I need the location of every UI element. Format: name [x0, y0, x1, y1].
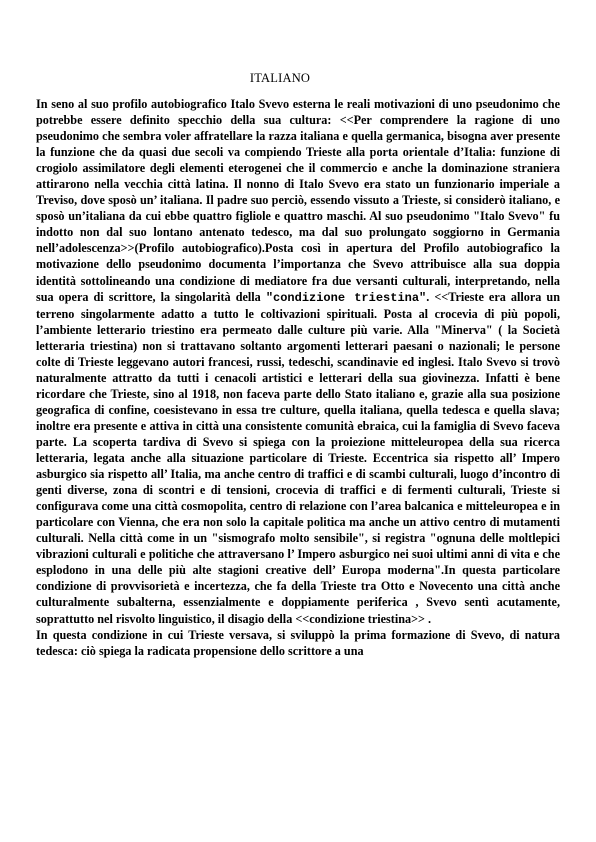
document-heading: ITALIANO: [249, 71, 311, 85]
paragraph-1-text-start: In seno al suo profilo autobiografico Italo Svevo esterna le reali motivazioni di uno pseudonimo che potrebbe essere definito specchio della sua cultura: <<Per comprendere la ragione di uno pseudonimo che sembra voler affratellare la razza italiana e quella germanica, bisogna aver presente la funzione che da quasi due secoli va compiendo Trieste alla porta orientale d’Italia: funzione di crogiolo assimilatore degli elementi eterogenei che il commercio e anche la dominazione straniera attirarono nella vecchia città latina. Il nonno di Italo Svevo era stato un funzionario imperiale a Treviso, dove sposò un’ italiana. Il padre suo perciò, essendo vissuto a Trieste, si considerò italiano, e sposò un’italiana da cui ebbe quattro figliole e quattro maschi. Al suo pseudonimo "Italo Svevo" fu indotto non dal suo lontano antenato tedesco, ma dal suo prolungato soggiorno in Germania nell’adolescenza>>(Profilo autobiografico).Posta così in apertura del Profilo autobiografico la motivazione dello pseudonimo documenta l’importanza che Svevo attribuisce alla sua doppia identità sottolineando una condizione di mediatore fra due versanti culturali, interpretando, nella sua opera di scrittore, la singolarità della: [36, 97, 560, 304]
paragraph-2: In questa condizione in cui Trieste versava, si sviluppò la prima formazione di Svevo, di natura tedesca: ciò spiega la radicata propensione dello scrittore a una: [36, 627, 560, 658]
paragraph-1-text-end: . <<Trieste era allora un terreno singolarmente adatto a tutto le coltivazioni spirituali. Posta al crocevia di più popoli, l’ambiente letterario triestino era permeato dalle culture più varie. Alla "Minerva" ( la Società letteraria triestina) non si trattavano soltanto argomenti letterari paesani o nazionali; le persone colte di Trieste leggevano autori francesi, russi, tedeschi, scandinavie ed inglesi. Italo Svevo si trovò naturalmente attratto da tutti i cenacoli artistici e letterari della sua giovinezza. Infatti è bene ricordare che Trieste, sino al 1918, non faceva parte dello Stato italiano e, grazie alla sua posizione geografica di confine, coesistevano in essa tre culture, quella italiana, quella tedesca e quella slava; inoltre era presente e attiva in città una consistente comunità ebraica, cui la famiglia di Svevo faceva parte. La scoperta tardiva di Svevo si spiega con la proiezione mitteleuropea della sua ricerca letteraria, legata anche alla situazione particolare di Trieste. Eccentrica sia rispetto all’ Impero asburgico sia rispetto all’ Italia, ma anche centro di traffici e di scambi culturali, luogo d’incontro di genti diverse, zona di scontri e di tensioni, crocevia di traffici e di fermenti culturali, Trieste si configurava come una città cosmopolita, centro di relazione con l’area balcanica e mitteleuropea e in particolare con Vienna, che era non solo la capitale politica ma anche un attivo centro di mutamenti culturali. Nella città come in un "sismografo molto sensibile", si registra "ognuna delle moltlepici vibrazioni culturali e politiche che attraversano l’ Impero asburgico nei suoi ultimi anni di vita e che esplodono in una delle più alte stagioni creative dell’ Europa moderna".In questa particolare condizione di provvisorietà e incertezza, che fa della Trieste tra Otto e Novecento una città anche culturalmente subalterna, essenzialmente e doppiamente periferica , Svevo sentì acutamente, soprattutto nel risvolto linguistico, il disagio della <<condizione triestina>> .: [36, 289, 560, 626]
paragraph-1: [36, 96, 560, 627]
condizione-triestina-phrase: "condizione triestina": [265, 290, 427, 305]
document-body: [36, 96, 560, 659]
